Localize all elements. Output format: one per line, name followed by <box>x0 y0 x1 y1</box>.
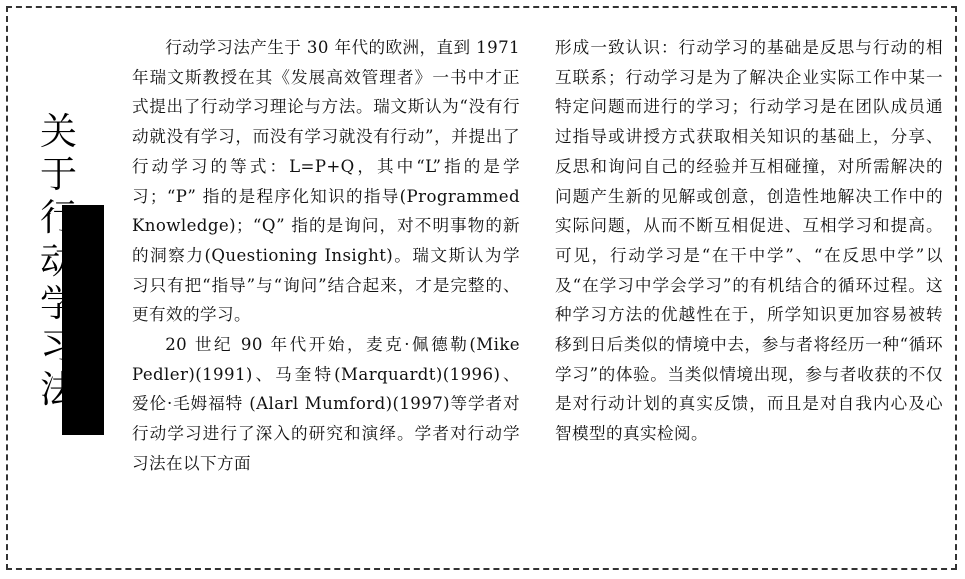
title-char: 动 <box>40 239 77 282</box>
side-title <box>40 110 76 411</box>
title-char: 学 <box>40 282 77 325</box>
title-char: 法 <box>40 368 77 411</box>
title-char: 行 <box>40 196 77 239</box>
body-paragraph: 行动学习法产生于 30 年代的欧洲，直到 1971 年瑞文斯教授在其《发展高效管理者》一书中才正式提出了行动学习理论与方法。瑞文斯认为“没有行动就没有学习，而没有学习就没有行动”，并提出了行动学习的等式：L=P+Q，其中“L”指的是学习；“P” 指的是程序化知识的指导(Programmed Knowledge)；“Q” 指的是询问，对不明事物的新的洞察力(Questioning Insight)。瑞文斯认为学习只有把“指导”与“询问”结合起来，才是完整的、更有效的学习。 <box>132 38 520 325</box>
title-char: 习 <box>40 325 77 368</box>
title-char: 关 <box>40 110 77 153</box>
title-char: 于 <box>40 153 77 196</box>
left-column <box>132 33 520 479</box>
body-paragraph: 形成一致认识：行动学习的基础是反思与行动的相互联系；行动学习是为了解决企业实际工作中某一特定问题而进行的学习；行动学习是在团队成员通过指导或讲授方式获取相关知识的基础上，分享、反思和询问自己的经验并互相碰撞，对所需解决的问题产生新的见解或创意，创造性地解决工作中的实际问题，从而不断互相促进、互相学习和提高。可见，行动学习是“在干中学”、“在反思中学”以及“在学习中学会学习”的有机结合的循环过程。这种学习方法的优越性在于，所学知识更加容易被转移到日后类似的情境中去，参与者将经历一种“循环学习”的体验。当类似情境出现，参与者收获的不仅是对行动计划的真实反馈，而且是对自我内心及心智模型的真实检阅。 <box>555 38 943 444</box>
right-column <box>555 33 943 449</box>
body-paragraph: 20 世纪 90 年代开始，麦克·佩德勒(Mike Pedler)(1991)、马奎特(Marquardt)(1996)、爱伦·毛姆福特 (Alarl Mumford)(1997)等学者对行动学习进行了深入的研究和演绎。学者对行动学习法在以下方面 <box>132 335 520 473</box>
